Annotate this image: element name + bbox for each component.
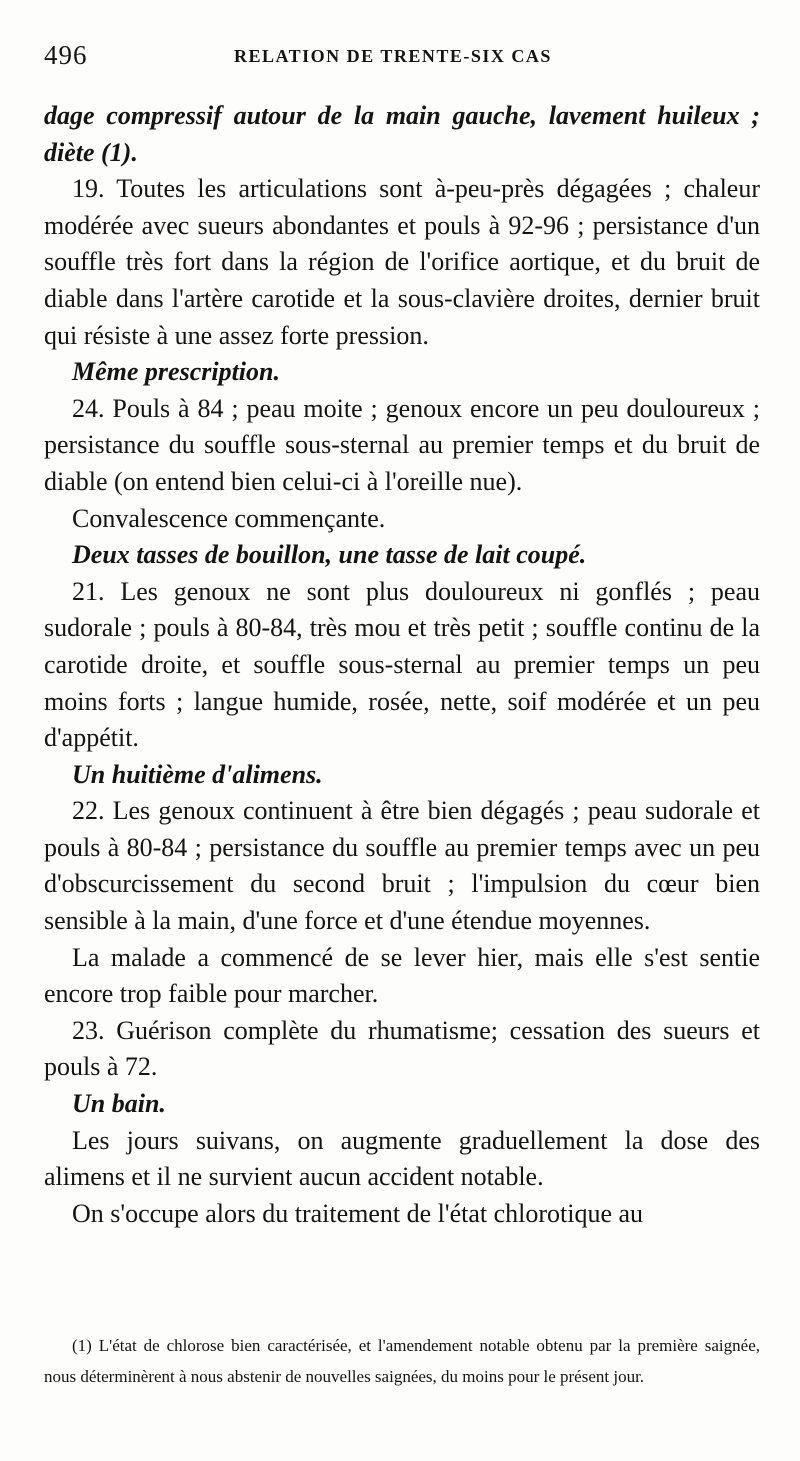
- prescription-line: Même prescription.: [72, 357, 280, 387]
- paragraph: dage compressif autour de la main gauche, lavement huileux ; diète (1).: [44, 101, 760, 167]
- prescription-line: Deux tasses de bouillon, une tasse de lait coupé.: [72, 540, 587, 570]
- paragraph: 24. Pouls à 84 ; peau moite ; genoux encore un peu douloureux ; persistance du souffle sous-sternal au premier temps et du bruit de diable (on entend bien celui-ci à l'oreille nue).: [44, 393, 760, 496]
- paragraph: 19. Toutes les articulations sont à-peu-près dégagées ; chaleur modérée avec sueurs abondantes et pouls à 92-96 ; persistance d'un souffle très fort dans la région de l'orifice aortique, et du bruit de diable dans l'artère carotide et la sous-clavière droites, dernier bruit qui résiste à une assez forte pression.: [44, 174, 760, 350]
- paragraph: La malade a commencé de se lever hier, mais elle s'est sentie encore trop faible pour marcher.: [44, 942, 760, 1009]
- paragraph: Convalescence commençante.: [72, 503, 386, 533]
- paragraph: On s'occupe alors du traitement de l'état chlorotique au: [72, 1198, 644, 1228]
- prescription-line: Un bain.: [72, 1089, 166, 1119]
- footnote-text: (1) L'état de chlorose bien caractérisée, et l'amendement notable obtenu par la première saignée, nous déterminèrent à nous abstenir de nouvelles saignées, du moins pour le présent jour.: [44, 1336, 760, 1386]
- paragraph: 22. Les genoux continuent à être bien dégagés ; peau sudorale et pouls à 80-84 ; persistance du souffle au premier temps avec un peu d'obscurcissement du second bruit ; l'impulsion du cœur bien sensible à la main, d'une force et d'une étendue moyennes.: [44, 796, 760, 936]
- paragraph: 23. Guérison complète du rhumatisme; cessation des sueurs et pouls à 72.: [44, 1015, 760, 1082]
- page-header: [44, 40, 644, 76]
- prescription-line: Un huitième d'alimens.: [72, 759, 323, 789]
- running-head: RELATION DE TRENTE-SIX CAS: [234, 46, 552, 66]
- paragraph: 21. Les genoux ne sont plus douloureux ni gonflés ; peau sudorale ; pouls à 80-84, très mou et très petit ; souffle continu de la carotide droite, et souffle sous-sternal au premier temps un peu moins forts ; langue humide, rosée, nette, soif modérée et un peu d'appétit.: [44, 576, 760, 753]
- footnote: [44, 1330, 760, 1392]
- page-number: 496: [44, 40, 88, 70]
- paragraph: Les jours suivans, on augmente graduellement la dose des alimens et il ne survient aucun accident notable.: [44, 1125, 760, 1192]
- body-text: [44, 98, 760, 1232]
